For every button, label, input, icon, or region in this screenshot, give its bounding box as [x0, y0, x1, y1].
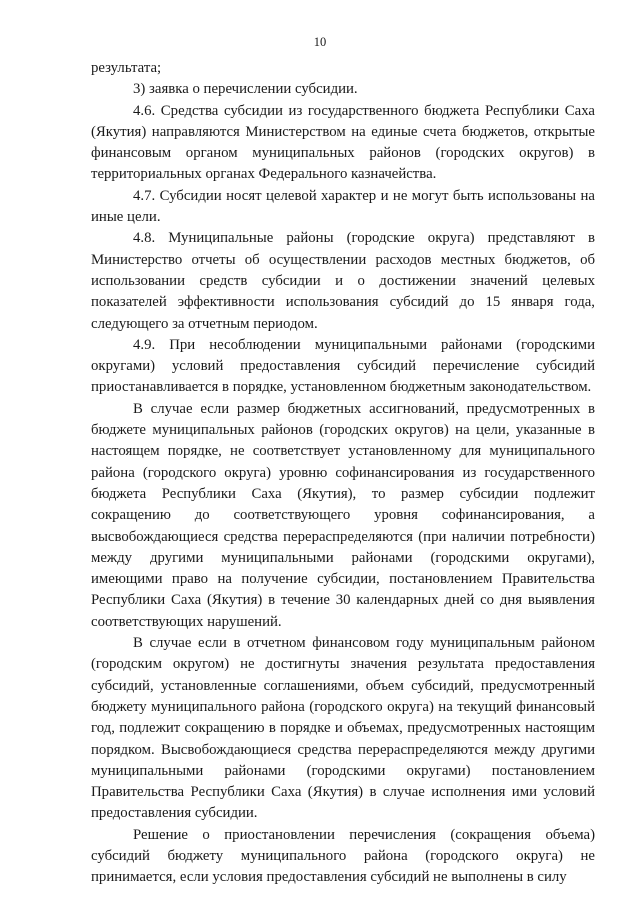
paragraph-suspension-decision: Решение о приостановлении перечисления (сокращения объема) субсидий бюджету муниципального района (городского округа) не принимается, если условия предоставления субсидий не выполнены в силу — [91, 826, 595, 886]
document-body — [91, 58, 595, 889]
paragraph-budget-reduction: В случае если размер бюджетных ассигнований, предусмотренных в бюджете муниципальных районов (городских округов) на цели, указанные в настоящем порядке, не соответствует установленному для муниципального района (городского округа) уровню софинансирования из государственного бюджета Республики Саха (Якутия), то размер субсидии подлежит сокращению до соответствующего уровня софинансирования, а высвобождающиеся средства перераспределяются (при наличии потребности) между другими муниципальными районами (городскими округами), имеющими право на получение субсидии, постановлением Правительства Республики Саха (Якутия) в течение 30 календарных дней со дня выявления соответствующих нарушений. — [91, 400, 595, 630]
paragraph-list-item-3: 3) заявка о перечислении субсидии. — [133, 81, 358, 98]
paragraph-continuation: результата; — [91, 60, 162, 76]
paragraph-result-not-achieved: В случае если в отчетном финансовом году муниципальным районом (городским округом) не достигнуты значения результата предоставления субсидий, установленные соглашениями, объем субсидий, предусмотренный бюджету муниципального района (городского округа) на текущий финансовый год, подлежит сокращению в порядке и объемах, предусмотренных настоящим порядком. Высвобождающиеся средства перераспределяются между другими муниципальными районами (городскими округами) постановлением Правительства Республики Саха (Якутия) в случае исполнения ими условий предоставления субсидии. — [91, 635, 595, 822]
paragraph-4-8: 4.8. Муниципальные районы (городские округа) представляют в Министерство отчеты об осуществлении расходов местных бюджетов, об использовании средств субсидии и о достижении значений целевых показателей эффективности использования субсидий до 15 января года, следующего за отчетным периодом. — [91, 230, 595, 332]
paragraph-4-6: 4.6. Средства субсидии из государственного бюджета Республики Саха (Якутия) направляются Министерством на единые счета бюджетов, открытые финансовым органом муниципальных районов (городских округов) в территориальных органах Федерального казначейства. — [91, 102, 595, 183]
paragraph-4-7: 4.7. Субсидии носят целевой характер и не могут быть использованы на иные цели. — [91, 187, 595, 226]
paragraph-4-9: 4.9. При несоблюдении муниципальными районами (городскими округами) условий предоставления субсидий перечисление субсидий приостанавливается в порядке, установленном бюджетным законодательством. — [91, 336, 595, 396]
page-number: 10 — [313, 35, 327, 49]
